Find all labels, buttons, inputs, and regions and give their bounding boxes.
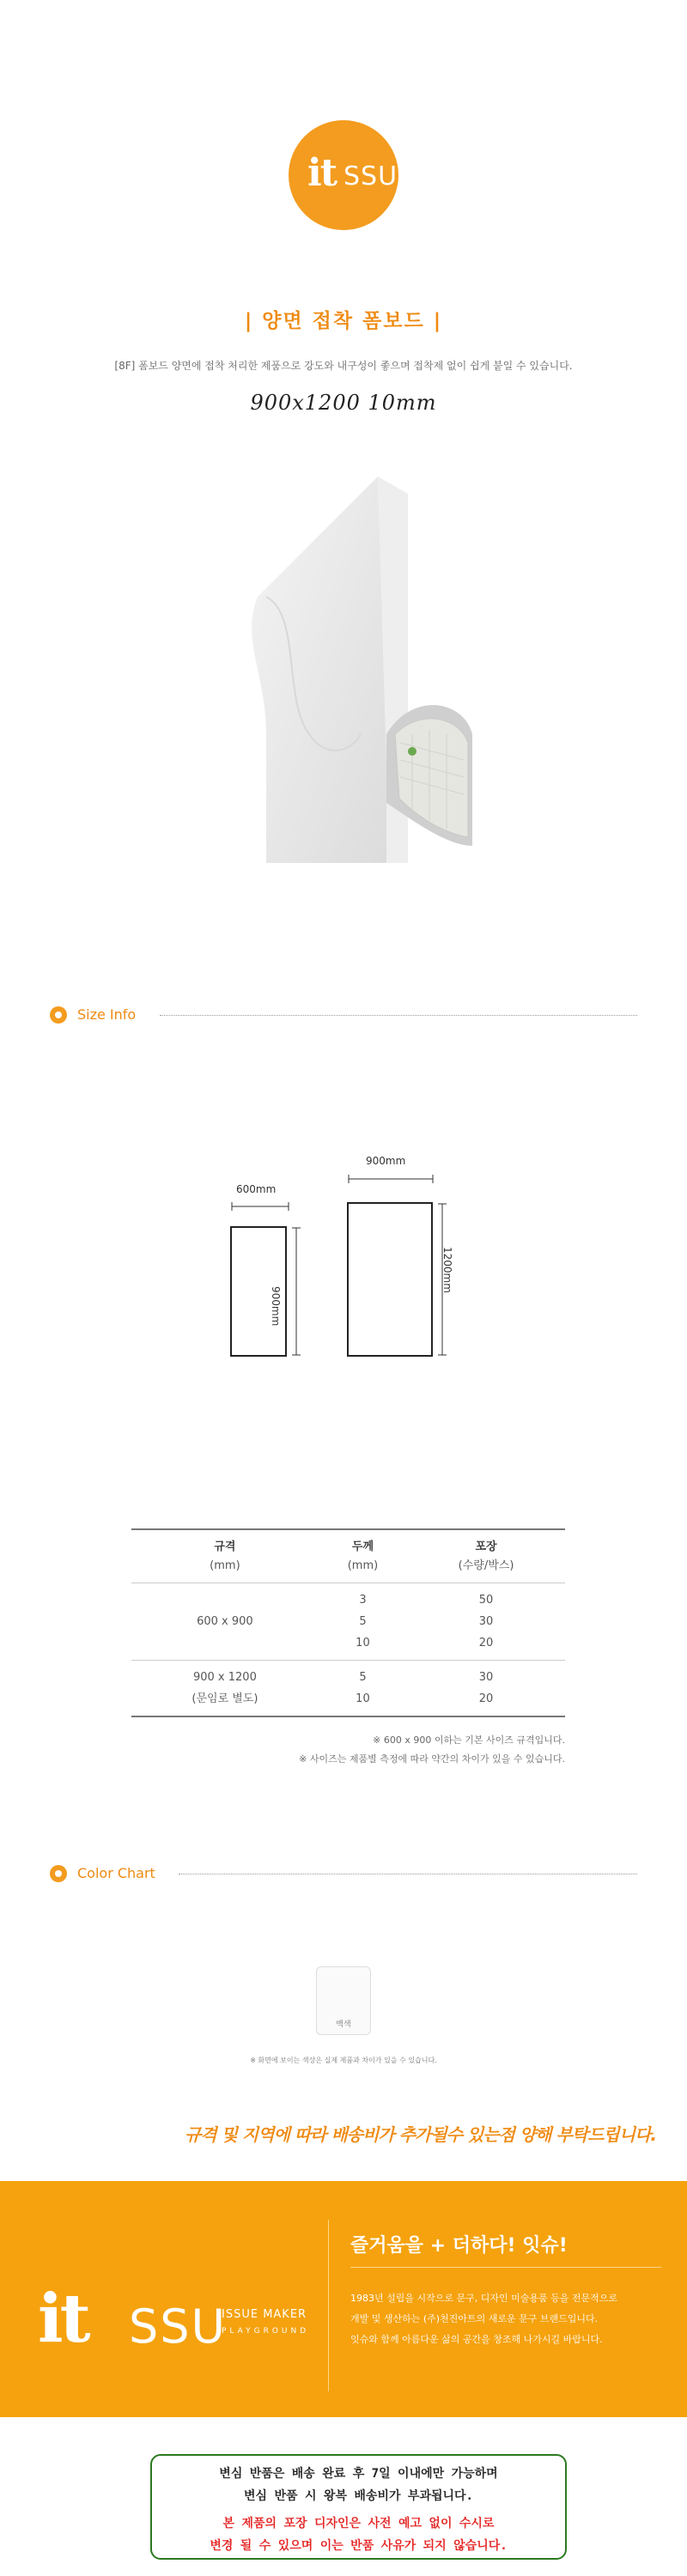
logo-mark: it xyxy=(307,151,337,195)
footer-tagline: ISSUE MAKER xyxy=(222,2308,307,2321)
table-header-unit-row xyxy=(131,1555,565,1583)
color-note: ※ 화면에 보이는 색상은 실제 제품과 차이가 있을 수 있습니다. xyxy=(250,2057,437,2064)
row-pack: 30 xyxy=(478,1615,494,1628)
table-row xyxy=(131,1583,565,1612)
row-size: 600 x 900 xyxy=(197,1615,253,1628)
color-swatch-white xyxy=(316,1966,371,2035)
header-size: 규격 xyxy=(214,1540,236,1553)
small-height-dimension xyxy=(290,1226,302,1357)
footer-slogan: 즐거움을 + 더하다! 잇슈! xyxy=(350,2235,568,2257)
logo-name: SSU xyxy=(344,161,398,191)
footer-divider xyxy=(328,2220,329,2391)
small-width-label: 600mm xyxy=(236,1183,277,1195)
large-height-label: 1200mm xyxy=(441,1247,453,1293)
large-width-label: 900mm xyxy=(366,1155,406,1167)
row-thickness: 10 xyxy=(356,1637,370,1649)
notice-line: 변심 반품은 배송 완료 후 7일 이내에만 가능하며 xyxy=(219,2467,498,2481)
row-pack: 50 xyxy=(478,1594,494,1607)
row-thickness: 10 xyxy=(356,1692,370,1705)
header-thickness-unit: (mm) xyxy=(347,1559,379,1572)
row-pack: 20 xyxy=(478,1637,494,1649)
header-size-unit: (mm) xyxy=(210,1559,240,1572)
color-chart-label: Color Chart xyxy=(77,1865,155,1881)
product-spec: 900x1200 10mm xyxy=(250,391,437,415)
large-width-dimension xyxy=(347,1173,436,1185)
notice-line: 변심 반품 시 왕복 배송비가 부과됩니다. xyxy=(244,2489,473,2503)
return-policy-notice xyxy=(150,2454,567,2560)
notice-line: 변경 될 수 있으며 이는 반품 사유가 되지 않습니다. xyxy=(210,2539,508,2553)
footer-text-line: 개발 및 생산하는 (주)천진아트의 새로운 문구 브랜드입니다. xyxy=(350,2313,599,2324)
footer-text-line: 1983년 설립을 시작으로 문구, 디자인 미술용품 등을 전문적으로 xyxy=(350,2293,617,2304)
table-note: ※ 사이즈는 제품별 측정에 따라 약간의 차이가 있을 수 있습니다. xyxy=(299,1753,565,1765)
section-bullet-icon xyxy=(50,1865,67,1882)
size-info-label: Size Info xyxy=(77,1006,137,1023)
swatch-label: 백색 xyxy=(336,2020,351,2029)
footer-rule xyxy=(350,2267,661,2268)
row-thickness: 5 xyxy=(359,1671,367,1684)
product-description: [8F] 폼보드 양면에 접착 처리한 제품으로 강도와 내구성이 좋으며 접착제 없이 쉽게 붙일 수 있습니다. xyxy=(114,360,573,372)
row-pack: 20 xyxy=(478,1692,494,1705)
large-board-outline xyxy=(347,1202,433,1357)
table-header-row xyxy=(131,1529,565,1555)
footer-logo-name: SSU xyxy=(129,2300,228,2354)
product-image xyxy=(249,477,472,863)
small-height-label: 900mm xyxy=(270,1286,282,1327)
footer-logo-mark: it xyxy=(38,2280,88,2358)
row-pack: 30 xyxy=(478,1671,494,1684)
color-chart-header xyxy=(50,1862,637,1887)
table-row xyxy=(131,1661,565,1689)
section-bullet-icon xyxy=(50,1006,67,1024)
header-pack: 포장 xyxy=(475,1540,497,1553)
header-thickness: 두께 xyxy=(351,1540,374,1553)
footer-text-line: 잇슈와 함께 아름다운 삶의 공간을 창조해 나가시길 바랍니다. xyxy=(350,2334,603,2345)
brand-footer xyxy=(0,2181,687,2417)
row-thickness: 3 xyxy=(359,1594,367,1607)
row-size: 900 x 1200 xyxy=(192,1671,257,1684)
header-pack-unit: (수량/박스) xyxy=(458,1559,514,1572)
spec-table xyxy=(131,1528,565,1717)
row-thickness: 5 xyxy=(359,1615,367,1628)
product-title: | 양면 접착 폼보드 | xyxy=(244,310,443,332)
section-divider xyxy=(160,1015,637,1016)
notice-line: 본 제품의 포장 디자인은 사전 예고 없이 수시로 xyxy=(222,2517,495,2530)
row-size-note: (문임로 별도) xyxy=(192,1692,258,1705)
table-row xyxy=(131,1688,565,1716)
footer-subtagline: PLAYGROUND xyxy=(222,2327,310,2336)
table-note: ※ 600 x 900 이하는 기본 사이즈 규격입니다. xyxy=(373,1735,565,1746)
small-width-dimension xyxy=(230,1200,290,1212)
shipping-notice-banner: 규격 및 지역에 따라 배송비가 추가될수 있는점 양해 부탁드립니다. xyxy=(185,2124,656,2145)
size-info-header xyxy=(50,1003,637,1029)
brand-logo xyxy=(289,120,398,230)
